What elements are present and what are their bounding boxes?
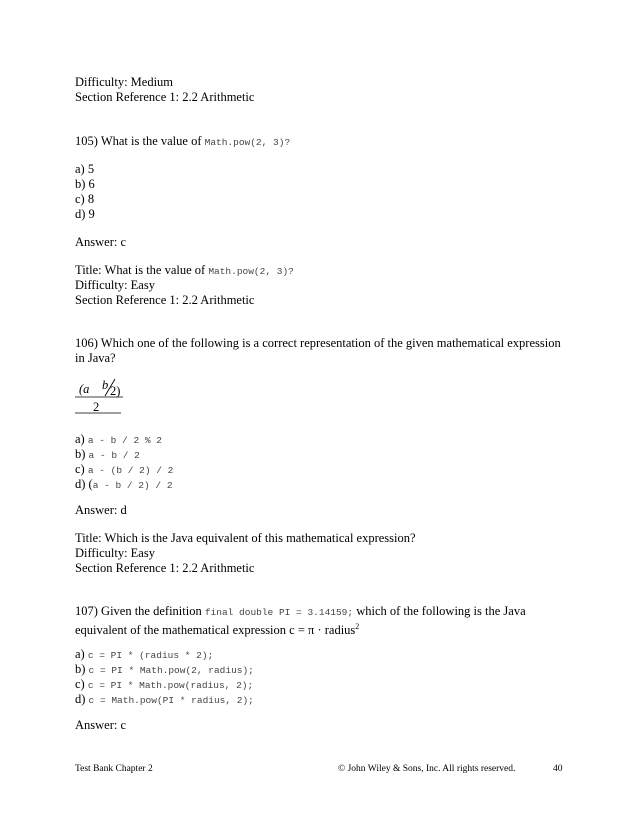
footer-chapter: Test Bank Chapter 2	[75, 764, 153, 774]
question-text: 107) Given the definition	[75, 604, 202, 618]
question-text: equivalent of the mathematical expression c = π · radius	[75, 623, 356, 638]
page-number: 40	[553, 764, 563, 774]
option-code: c = PI * Math.pow(2, radius);	[88, 665, 254, 676]
expr-a: (a	[79, 382, 90, 396]
question-106-line2: in Java?	[75, 351, 116, 365]
question-text-suffix: which of the following is the Java	[356, 604, 526, 618]
option-b	[75, 662, 254, 678]
answer: Answer: c	[75, 235, 127, 249]
option-b	[75, 447, 140, 463]
section-reference: Section Reference 1: 2.2 Arithmetic	[75, 293, 255, 307]
option-b: b) 6	[75, 177, 95, 191]
option-code: c = Math.pow(PI * radius, 2);	[88, 695, 254, 706]
option-d: d) 9	[75, 207, 95, 221]
title-text: Title: What is the value of	[75, 263, 206, 277]
option-label: a)	[75, 647, 85, 661]
section-reference: Section Reference 1: 2.2 Arithmetic	[75, 90, 255, 104]
fraction-bar-upper	[75, 396, 123, 398]
option-code: c = PI * (radius * 2);	[87, 650, 214, 661]
option-code: a - (b / 2) / 2	[87, 465, 174, 476]
option-code: a - b / 2 % 2	[87, 435, 162, 446]
question-code: final double PI = 3.14159;	[204, 607, 354, 618]
option-label: c)	[75, 677, 85, 691]
difficulty-label: Difficulty: Medium	[75, 75, 174, 89]
superscript: 2	[355, 622, 360, 631]
expr-b: b	[102, 378, 109, 392]
difficulty-label: Difficulty: Easy	[75, 546, 155, 560]
option-d	[75, 692, 254, 708]
option-code: c = PI * Math.pow(radius, 2);	[87, 680, 254, 691]
question-number: 105)	[75, 134, 98, 148]
question-105	[75, 134, 290, 150]
question-text: What is the value of	[100, 134, 202, 148]
answer: Answer: c	[75, 718, 127, 732]
option-a: a) 5	[75, 162, 95, 176]
option-label: b)	[75, 447, 86, 461]
question-code: Math.pow(2, 3)?	[204, 137, 291, 148]
answer: Answer: d	[75, 503, 127, 517]
expr-2: 2)	[110, 384, 121, 398]
option-label: c)	[75, 462, 85, 476]
difficulty-label: Difficulty: Easy	[75, 278, 155, 292]
option-label: d) (	[75, 477, 93, 491]
option-d	[75, 477, 173, 493]
option-label: a)	[75, 432, 85, 446]
option-label: d)	[75, 692, 86, 706]
option-code: a - b / 2	[88, 450, 140, 461]
question-107-line1	[75, 604, 526, 620]
option-c	[75, 677, 253, 693]
section-reference: Section Reference 1: 2.2 Arithmetic	[75, 561, 255, 575]
option-c	[75, 462, 173, 478]
math-expression	[75, 378, 135, 414]
option-label: b)	[75, 662, 86, 676]
option-a	[75, 647, 213, 663]
expr-denominator: 2	[93, 400, 100, 414]
question-106-line1: 106) Which one of the following is a correct representation of the given mathematical expression	[75, 336, 561, 350]
footer-copyright: © John Wiley & Sons, Inc. All rights reserved.	[338, 764, 516, 774]
fraction-bar-lower	[75, 412, 123, 414]
option-code: a - b / 2) / 2	[92, 480, 173, 491]
option-c: c) 8	[75, 192, 95, 206]
option-a	[75, 432, 162, 448]
question-107-line2	[75, 619, 359, 638]
title-line: Title: Which is the Java equivalent of this mathematical expression?	[75, 531, 416, 545]
title-line	[75, 263, 294, 279]
title-code: Math.pow(2, 3)?	[208, 266, 294, 277]
